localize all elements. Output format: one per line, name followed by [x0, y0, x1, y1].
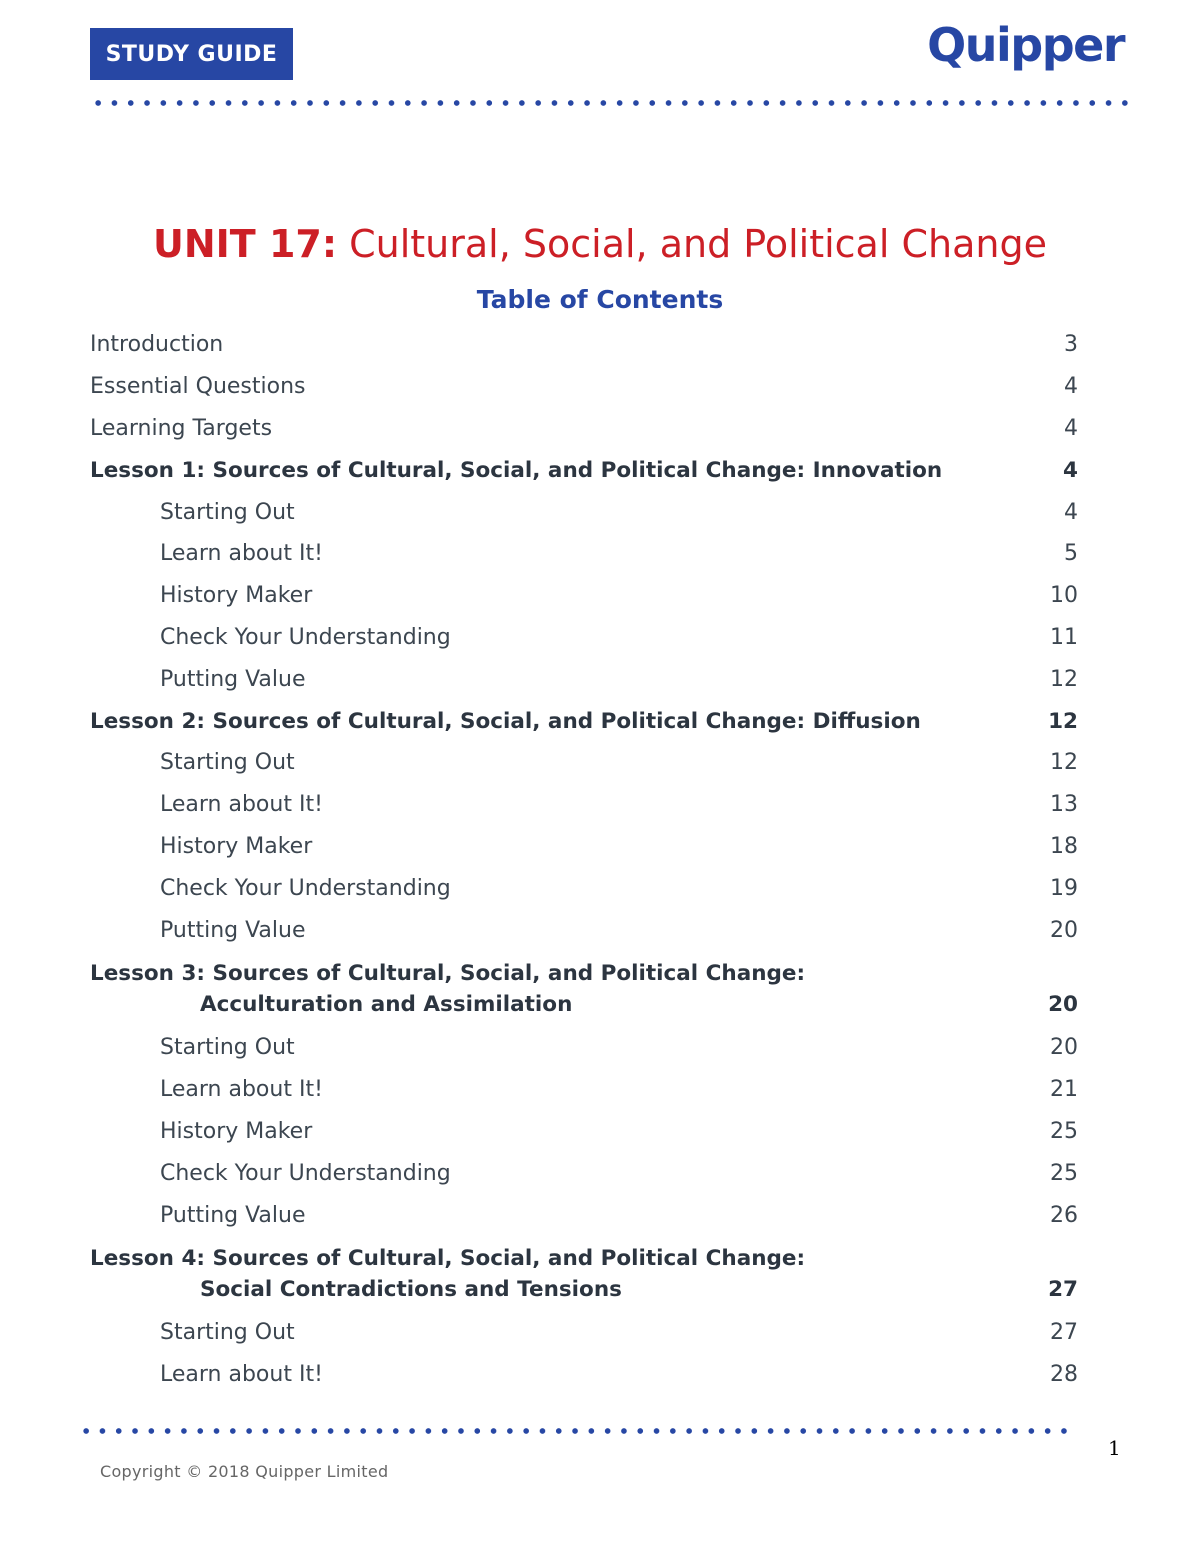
toc-subentry-label: Starting Out	[160, 1320, 295, 1346]
copyright-notice: Copyright © 2018 Quipper Limited	[100, 1462, 389, 1481]
toc-entry-page: 3	[1064, 332, 1078, 358]
toc-entry-label: Introduction	[90, 332, 224, 358]
lesson-title-line-1: Lesson 4: Sources of Cultural, Social, and Political Change:	[90, 1245, 806, 1271]
toc-entry-introduction[interactable]	[90, 324, 1078, 366]
toc-subentry-page: 13	[1050, 792, 1078, 818]
toc-subentry-label: Learn about It!	[160, 541, 323, 567]
toc-subentry-page: 27	[1050, 1320, 1078, 1346]
toc-subentry[interactable]	[90, 658, 1078, 700]
toc-subentry-page: 5	[1064, 541, 1078, 567]
lesson-page: 20	[1048, 992, 1078, 1018]
toc-subentry-page: 20	[1050, 917, 1078, 943]
toc-entry-label: Learning Targets	[90, 415, 273, 441]
toc-subentry-page: 21	[1050, 1077, 1078, 1103]
toc-subentry-page: 11	[1050, 624, 1078, 650]
unit-name: Cultural, Social, and Political Change	[337, 222, 1047, 266]
top-dotted-divider	[90, 100, 1130, 106]
toc-subentry[interactable]	[90, 533, 1078, 575]
toc-subentry[interactable]	[90, 742, 1078, 784]
toc-subentry-page: 18	[1050, 833, 1078, 859]
toc-subentry-label: Check Your Understanding	[160, 624, 451, 650]
toc-subentry-label: Starting Out	[160, 750, 295, 776]
lesson-title-line-2: Social Contradictions and Tensions	[200, 1277, 622, 1303]
toc-subentry-page: 20	[1050, 1035, 1078, 1061]
page-title	[0, 222, 1200, 268]
quipper-logo: Quipper	[927, 18, 1124, 72]
toc-subentry-label: Check Your Understanding	[160, 1160, 451, 1186]
toc-subentry-page: 12	[1050, 750, 1078, 776]
toc-subentry-label: Learn about It!	[160, 792, 323, 818]
toc-subentry-label: History Maker	[160, 1118, 313, 1144]
bottom-dotted-divider	[78, 1428, 1068, 1434]
toc-subentry-page: 28	[1050, 1362, 1078, 1388]
table-of-contents	[90, 324, 1078, 1396]
toc-subentry-page: 25	[1050, 1118, 1078, 1144]
lesson-page: 12	[1048, 708, 1078, 734]
page-number: 1	[1108, 1436, 1121, 1460]
toc-lesson-3[interactable]	[90, 951, 1078, 1027]
toc-subentry[interactable]	[90, 909, 1078, 951]
toc-lesson-1[interactable]	[90, 449, 1078, 491]
toc-subentry-label: Putting Value	[160, 666, 306, 692]
toc-subentry-label: Learn about It!	[160, 1077, 323, 1103]
toc-subentry[interactable]	[90, 1027, 1078, 1069]
toc-subentry[interactable]	[90, 617, 1078, 659]
toc-subentry[interactable]	[90, 1111, 1078, 1153]
study-guide-badge: STUDY GUIDE	[90, 28, 293, 80]
toc-lesson-2[interactable]	[90, 700, 1078, 742]
toc-subentry-label: Starting Out	[160, 1035, 295, 1061]
toc-subentry-label: Putting Value	[160, 917, 306, 943]
lesson-title-line-1: Lesson 3: Sources of Cultural, Social, and Political Change:	[90, 960, 806, 986]
toc-subentry-page: 26	[1050, 1202, 1078, 1228]
toc-subentry-label: Learn about It!	[160, 1362, 323, 1388]
toc-lesson-4[interactable]	[90, 1236, 1078, 1312]
toc-subentry[interactable]	[90, 867, 1078, 909]
toc-subentry-label: History Maker	[160, 583, 313, 609]
toc-subentry[interactable]	[90, 1069, 1078, 1111]
toc-subentry[interactable]	[90, 784, 1078, 826]
lesson-title-line-2: Acculturation and Assimilation	[200, 992, 573, 1018]
toc-entry-essential-questions[interactable]	[90, 366, 1078, 408]
toc-entry-page: 4	[1064, 374, 1078, 400]
lesson-page: 27	[1048, 1277, 1078, 1303]
lesson-title: Lesson 1: Sources of Cultural, Social, and Political Change: Innovation	[90, 457, 943, 483]
toc-subentry[interactable]	[90, 826, 1078, 868]
toc-subentry[interactable]	[90, 1194, 1078, 1236]
toc-entry-learning-targets[interactable]	[90, 408, 1078, 450]
lesson-page: 4	[1063, 457, 1078, 483]
unit-number: UNIT 17:	[153, 222, 338, 266]
toc-subentry-label: History Maker	[160, 833, 313, 859]
toc-subentry[interactable]	[90, 575, 1078, 617]
toc-subentry-label: Putting Value	[160, 1202, 306, 1228]
toc-subentry[interactable]	[90, 1152, 1078, 1194]
toc-subentry[interactable]	[90, 1312, 1078, 1354]
toc-subentry-label: Check Your Understanding	[160, 875, 451, 901]
toc-subentry[interactable]	[90, 491, 1078, 533]
toc-subentry[interactable]	[90, 1354, 1078, 1396]
toc-subentry-page: 12	[1050, 666, 1078, 692]
toc-entry-page: 4	[1064, 415, 1078, 441]
toc-subentry-page: 25	[1050, 1160, 1078, 1186]
toc-entry-label: Essential Questions	[90, 374, 306, 400]
lesson-title: Lesson 2: Sources of Cultural, Social, and Political Change: Diffusion	[90, 708, 921, 734]
toc-subentry-label: Starting Out	[160, 499, 295, 525]
toc-subentry-page: 4	[1064, 499, 1078, 525]
toc-subentry-page: 10	[1050, 583, 1078, 609]
toc-subentry-page: 19	[1050, 875, 1078, 901]
toc-heading: Table of Contents	[476, 285, 724, 314]
